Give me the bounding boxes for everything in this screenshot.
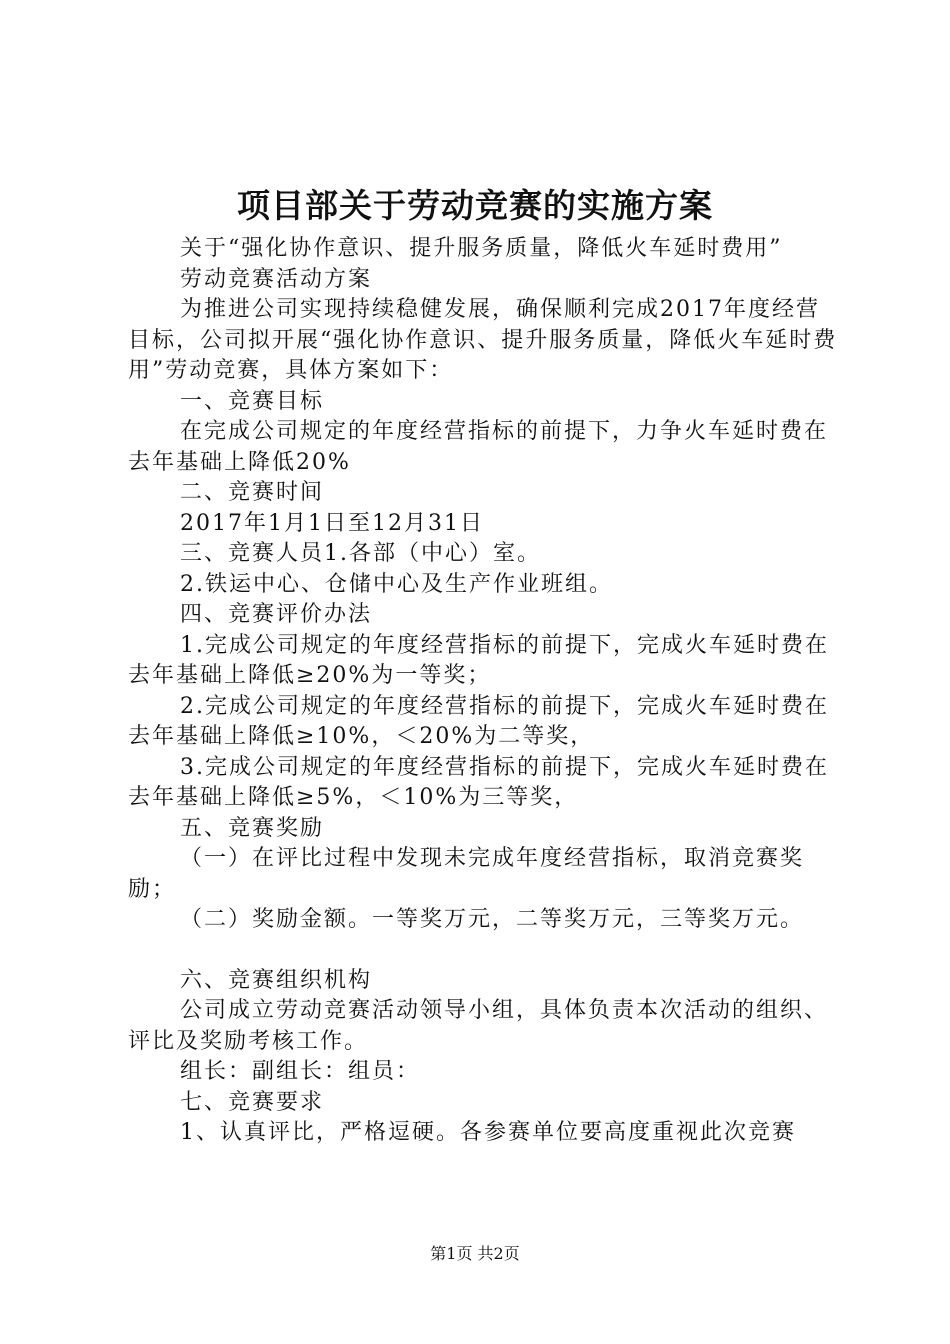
section-heading: 四、竞赛评价办法 — [180, 602, 373, 627]
page-footer: 第1页 共2页 — [430, 1244, 520, 1263]
paragraph: 劳动竞赛活动方案 — [180, 266, 373, 292]
paragraph: 公司成立劳动竞赛活动领导小组，具体负责本次活动的组织、评比及奖励考核工作。 — [128, 998, 829, 1054]
section-heading: 三、竞赛人员1.各部（中心）室。 — [180, 541, 541, 566]
paragraph: 1、认真评比，严格逗硬。各参赛单位要高度重视此次竞赛 — [180, 1120, 796, 1145]
paragraph: 3.完成公司规定的年度经营指标的前提下，完成火车延时费在去年基础上降低≥5%，＜10%为三等奖， — [128, 754, 829, 810]
document-title: 项目部关于劳动竞赛的实施方案 — [237, 186, 713, 225]
section-heading: 五、竞赛奖励 — [180, 815, 325, 841]
paragraph: 组长：副组长：组员： — [180, 1059, 421, 1084]
paragraph: 2.铁运中心、仓储中心及生产作业班组。 — [180, 571, 613, 597]
paragraph: 2017年1月1日至12月31日 — [180, 510, 484, 536]
paragraph: （二）奖励金额。一等奖万元，二等奖万元，三等奖万元。 — [180, 907, 805, 932]
paragraph: 1.完成公司规定的年度经营指标的前提下，完成火车延时费在去年基础上降低≥20%为一等奖； — [128, 632, 829, 688]
section-heading: 七、竞赛要求 — [180, 1089, 325, 1115]
section-heading: 二、竞赛时间 — [180, 480, 325, 505]
section-heading: 六、竞赛组织机构 — [180, 967, 373, 993]
paragraph: 关于“强化协作意识、提升服务质量，降低火车延时费用” — [180, 236, 783, 261]
section-heading: 一、竞赛目标 — [180, 388, 325, 414]
paragraph: （一）在评比过程中发现未完成年度经营指标，取消竞赛奖励； — [128, 846, 805, 902]
paragraph: 为推进公司实现持续稳健发展，确保顺利完成2017年度经营目标，公司拟开展“强化协作意识、提升服务质量，降低火车延时费用”劳动竞赛，具体方案如下： — [128, 297, 838, 383]
paragraph: 在完成公司规定的年度经营指标的前提下，力争火车延时费在去年基础上降低20% — [128, 419, 829, 475]
paragraph: 2.完成公司规定的年度经营指标的前提下，完成火车延时费在去年基础上降低≥10%，＜20%为二等奖， — [128, 693, 829, 749]
document-body — [128, 234, 840, 1149]
